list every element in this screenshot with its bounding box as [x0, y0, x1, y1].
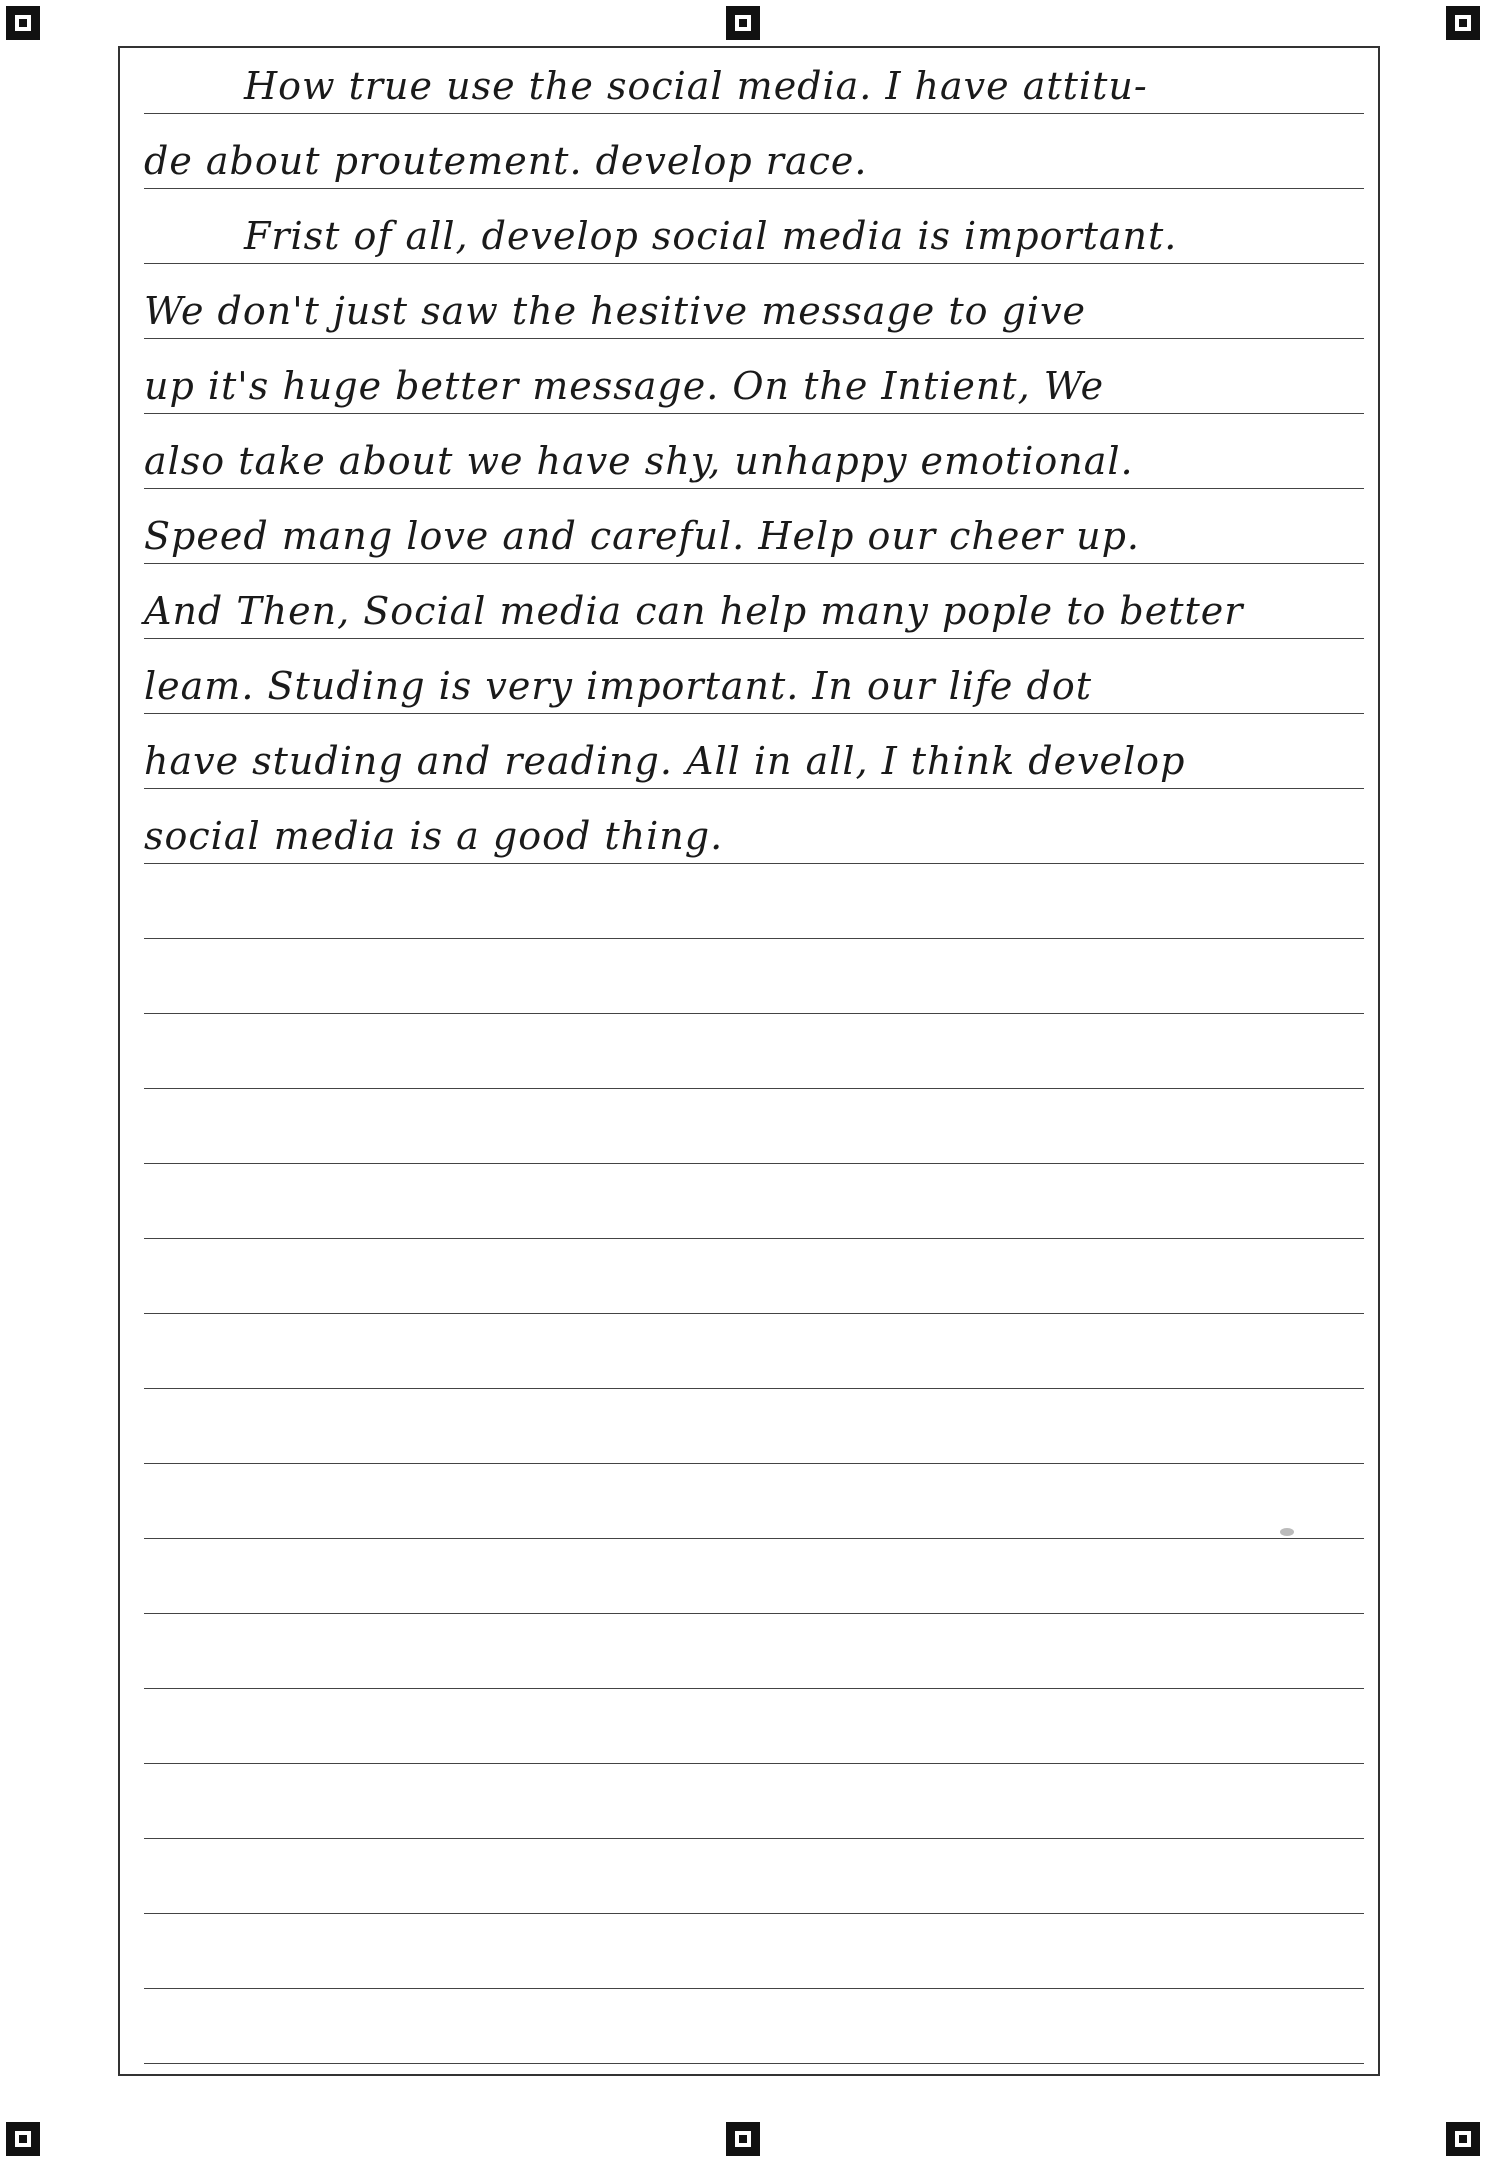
corner-marker-top-right	[1446, 6, 1480, 40]
ruled-line	[144, 1314, 1364, 1389]
ruled-line	[144, 39, 1364, 114]
marker-top-center	[726, 6, 760, 40]
ruled-line	[144, 639, 1364, 714]
corner-marker-top-left	[6, 6, 40, 40]
ruled-line	[144, 1764, 1364, 1839]
ruled-line	[144, 1839, 1364, 1914]
ruled-line	[144, 864, 1364, 939]
paper-speck	[1280, 1528, 1294, 1536]
ruled-line	[144, 414, 1364, 489]
answer-sheet	[118, 46, 1380, 2076]
ruled-line	[144, 1989, 1364, 2064]
handwritten-line: And Then, Social media can help many pople to better	[144, 589, 1244, 633]
ruled-line	[144, 114, 1364, 189]
ruled-line	[144, 1914, 1364, 1989]
ruled-line	[144, 789, 1364, 864]
ruled-line	[144, 1164, 1364, 1239]
corner-marker-bottom-right	[1446, 2122, 1480, 2156]
handwritten-line: also take about we have shy, unhappy emotional.	[144, 439, 1134, 483]
ruled-lines	[144, 48, 1364, 2074]
handwritten-line: We don't just saw the hesitive message to give	[144, 289, 1086, 333]
ruled-line	[144, 489, 1364, 564]
ruled-line	[144, 1539, 1364, 1614]
ruled-line	[144, 1689, 1364, 1764]
ruled-line	[144, 1464, 1364, 1539]
handwritten-line: de about proutement. develop race.	[144, 139, 868, 183]
ruled-line	[144, 939, 1364, 1014]
ruled-line	[144, 564, 1364, 639]
ruled-line	[144, 264, 1364, 339]
ruled-line	[144, 189, 1364, 264]
handwritten-line: How true use the social media. I have attitu-	[244, 64, 1148, 108]
handwritten-line: have studing and reading. All in all, I think develop	[144, 739, 1186, 783]
handwritten-line: social media is a good thing.	[144, 814, 724, 858]
handwritten-line: Speed mang love and careful. Help our cheer up.	[144, 514, 1140, 558]
handwritten-line: up it's huge better message. On the Intient, We	[144, 364, 1105, 408]
corner-marker-bottom-left	[6, 2122, 40, 2156]
ruled-line	[144, 1014, 1364, 1089]
ruled-line	[144, 1089, 1364, 1164]
handwritten-line: Frist of all, develop social media is important.	[244, 214, 1178, 258]
ruled-line	[144, 1389, 1364, 1464]
marker-bottom-center	[726, 2122, 760, 2156]
ruled-line	[144, 1239, 1364, 1314]
ruled-line	[144, 1614, 1364, 1689]
handwritten-line: leam. Studing is very important. In our life dot	[144, 664, 1092, 708]
ruled-line	[144, 339, 1364, 414]
ruled-line	[144, 714, 1364, 789]
